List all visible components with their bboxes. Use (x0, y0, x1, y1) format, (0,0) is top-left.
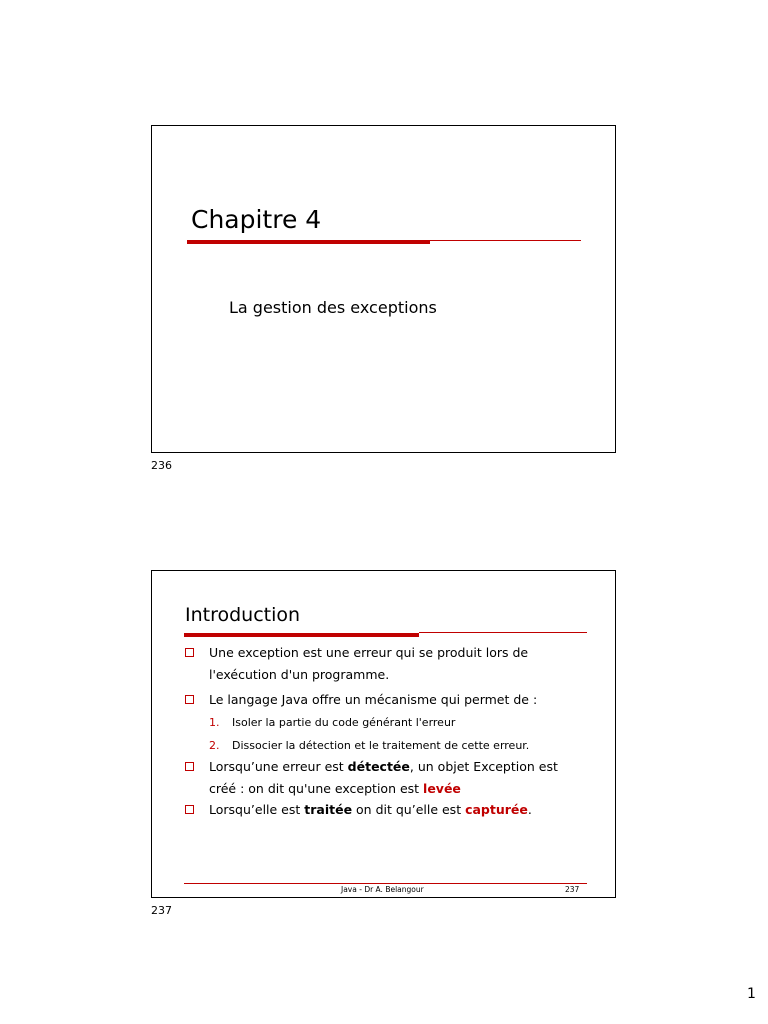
slide-page-number: 236 (151, 459, 172, 472)
bullet-item (185, 799, 580, 821)
emphasis-red: levée (423, 781, 461, 796)
item-number: 2. (209, 739, 220, 752)
emphasis-bold: détectée (347, 759, 410, 774)
bullet-item (185, 756, 580, 800)
slide-title: Introduction (185, 604, 301, 626)
slide-introduction (151, 570, 616, 898)
title-underline-thick (187, 240, 430, 244)
title-underline-thin (419, 632, 587, 633)
square-bullet-icon (185, 695, 194, 704)
slide-chapter-title (151, 125, 616, 453)
square-bullet-icon (185, 762, 194, 771)
slide-page-number: 237 (151, 904, 172, 917)
bullet-text: Lorsqu’une erreur est détectée, un objet Exception est créé : on dit qu'une exception est levée (209, 759, 558, 796)
square-bullet-icon (185, 805, 194, 814)
bullet-text: Une exception est une erreur qui se produit lors de l'exécution d'un programme. (209, 645, 529, 682)
bullet-item (185, 689, 580, 711)
footer-author: Java - Dr A. Belangour (341, 885, 424, 894)
sheet-page-number: 1 (747, 986, 756, 1002)
title-underline-thin (430, 240, 581, 241)
slide-title: Chapitre 4 (191, 205, 322, 234)
item-text: Dissocier la détection et le traitement de cette erreur. (232, 739, 530, 752)
emphasis-red: capturée (465, 802, 528, 817)
footer-slide-number: 237 (565, 885, 580, 894)
bullet-text: Lorsqu’elle est traitée on dit qu’elle est capturée. (209, 802, 532, 817)
bullet-text: Le langage Java offre un mécanisme qui permet de : (209, 692, 538, 707)
title-underline-thick (184, 633, 419, 637)
item-number: 1. (209, 716, 220, 729)
square-bullet-icon (185, 648, 194, 657)
bullet-item (185, 642, 580, 686)
numbered-item (209, 715, 455, 731)
numbered-item (209, 738, 529, 754)
emphasis-bold: traitée (304, 802, 353, 817)
slide-subtitle: La gestion des exceptions (229, 298, 437, 317)
item-text: Isoler la partie du code générant l'erreur (232, 716, 456, 729)
